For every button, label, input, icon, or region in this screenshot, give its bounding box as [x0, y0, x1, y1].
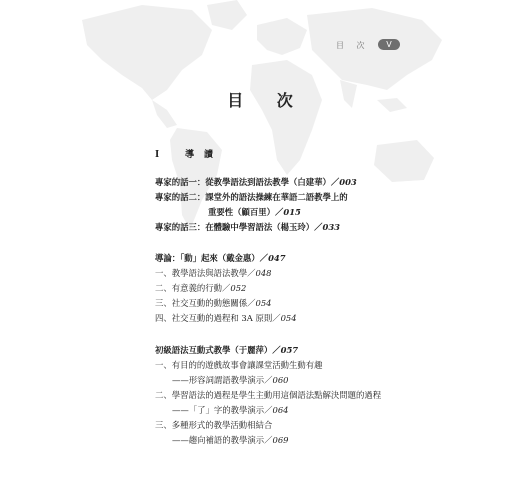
- toc-entry: 二、學習語法的過程是學生主動用這個語法點解決問題的過程: [155, 390, 382, 400]
- toc-entry: ——形容詞謂語教學演示／060: [172, 375, 289, 385]
- toc-entry: 三、多種形式的教學活動相結合: [155, 420, 273, 430]
- toc-entry: 專家的話一：從教學語法到語法教學（白建華）／003: [155, 177, 357, 187]
- toc-entry: 專家的話二：課堂外的語法操練在華語二語教學上的: [155, 192, 348, 202]
- page-number-badge: V: [378, 39, 400, 50]
- toc-entry: 一、有目的的遊戲故事會讓課堂活動生動有趣: [155, 360, 323, 370]
- section-number: I: [155, 150, 160, 160]
- running-header-label: 目 次: [336, 41, 370, 50]
- toc-entry: ——趨向補語的教學演示／069: [172, 435, 289, 445]
- page-title: 目 次: [227, 91, 307, 110]
- toc-entry: 三、社交互動的動態關係／054: [155, 298, 272, 308]
- toc-entry: 導論：「動」起來（戴金惠）／047: [155, 253, 286, 263]
- section-header: [155, 147, 223, 160]
- toc-entry: 四、社交互動的過程和 3A 原則／054: [155, 313, 297, 323]
- toc-entry: 二、有意義的行動／052: [155, 283, 247, 293]
- toc-entry: ——「了」字的教學演示／064: [172, 405, 289, 415]
- toc-entry: 重要性（顧百里）／015: [208, 207, 301, 217]
- section-name: 導讀: [185, 150, 224, 160]
- toc-entry: 初級語法互動式教學（于麗萍）／057: [155, 345, 299, 355]
- toc-entry: 一、教學語法與語法教學／048: [155, 268, 272, 278]
- toc-entry: 專家的話三：在體驗中學習語法（楊玉玲）／033: [155, 222, 340, 232]
